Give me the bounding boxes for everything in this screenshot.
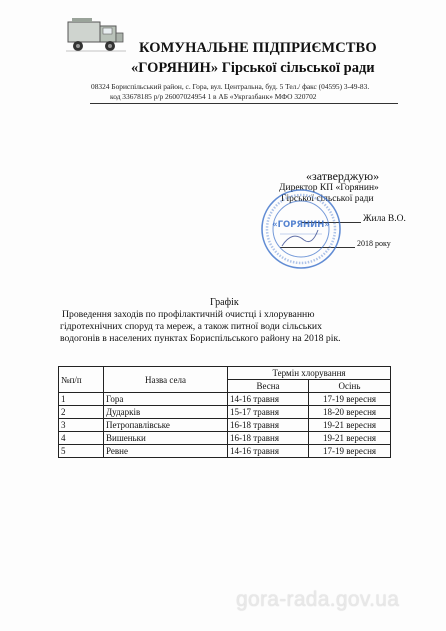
approval-year: 2018 року (357, 239, 391, 248)
col-autumn-header: Осінь (309, 380, 391, 393)
row-num: 5 (59, 445, 104, 458)
row-village: Петропавлівське (104, 419, 228, 432)
row-village: Дударків (104, 406, 228, 419)
paragraph-line2: гідротехнічних споруд та мереж, а також питної води сільських (60, 321, 322, 332)
row-autumn: 18-20 вересня (309, 406, 391, 419)
document-title: Графік (210, 297, 239, 308)
table-row (59, 419, 391, 432)
row-num: 4 (59, 432, 104, 445)
approval-signer: Жила В.О. (363, 214, 406, 224)
row-autumn: 17-19 вересня (309, 445, 391, 458)
truck-logo (66, 16, 126, 54)
row-autumn: 19-21 вересня (309, 419, 391, 432)
official-stamp (260, 188, 342, 270)
row-village: Вишеньки (104, 432, 228, 445)
row-autumn: 17-19 вересня (309, 393, 391, 406)
col-spring-header: Весна (228, 380, 309, 393)
approval-council: Гірської сільської ради (281, 194, 374, 204)
header-divider (90, 103, 398, 104)
row-num: 3 (59, 419, 104, 432)
schedule-table (58, 366, 391, 458)
col-period-header: Термін хлорування (228, 367, 391, 380)
org-name-line1: КОМУНАЛЬНЕ ПІДПРИЄМСТВО (139, 40, 377, 56)
row-village: Гора (104, 393, 228, 406)
stamp-label: «ГОРЯНИН» (272, 220, 330, 230)
org-name-line2: «ГОРЯНИН» Гірської сільської ради (131, 60, 375, 76)
paragraph-line1: Проведення заходів по профілактичній очистці і хлоруванню (62, 309, 315, 320)
watermark-text: gora-rada.gov.ua (236, 588, 400, 611)
col-village-header: Назва села (104, 367, 228, 393)
row-spring: 16-18 травня (228, 432, 309, 445)
table-row (59, 406, 391, 419)
col-num-header: №п/п (59, 367, 104, 393)
row-village: Ревне (104, 445, 228, 458)
row-spring: 15-17 травня (228, 406, 309, 419)
row-autumn: 19-21 вересня (309, 432, 391, 445)
address-line1: 08324 Бориспільський район, с. Гора, вул. Центральна, буд. 5 Тел./ факс (04595) 3-49-83. (91, 82, 370, 91)
table-row (59, 432, 391, 445)
approval-title: «затверджую» (306, 169, 380, 183)
address-line2: код 33678185 р/р 26007024954 1 в АБ «Укргазбанк» МФО 320702 (110, 92, 317, 101)
row-num: 2 (59, 406, 104, 419)
table-row (59, 393, 391, 406)
table-header-row (59, 367, 391, 380)
paragraph-line3: водогонів в населених пунктах Бориспільського району на 2018 рік. (60, 333, 341, 344)
row-num: 1 (59, 393, 104, 406)
approval-director: Директор КП «Горянин» (279, 183, 379, 193)
row-spring: 14-16 травня (228, 393, 309, 406)
row-spring: 14-16 травня (228, 445, 309, 458)
signature-scribble (282, 230, 318, 246)
row-spring: 16-18 травня (228, 419, 309, 432)
table-row (59, 445, 391, 458)
